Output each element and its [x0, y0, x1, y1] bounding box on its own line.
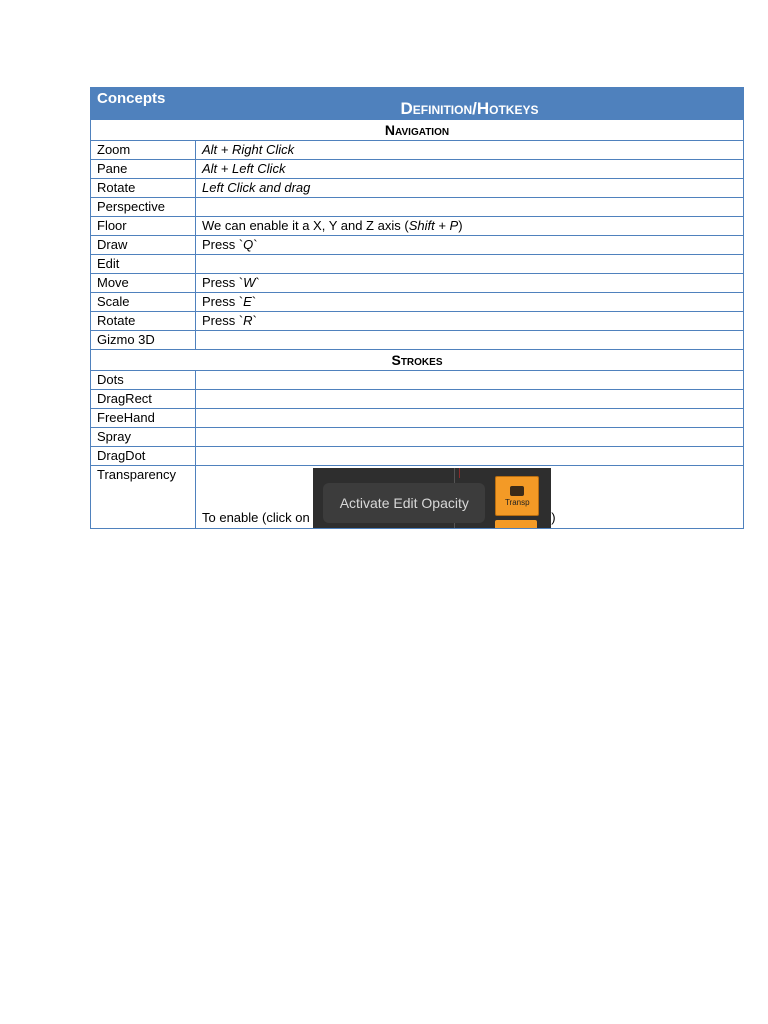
definition-cell — [196, 255, 744, 274]
next-button — [495, 520, 537, 529]
tooltip: Activate Edit Opacity — [323, 483, 485, 523]
concept-cell: Floor — [91, 217, 196, 236]
table-row — [91, 390, 744, 409]
definition-text: Press ` — [202, 237, 244, 252]
concept-cell: Draw — [91, 236, 196, 255]
table-header — [91, 88, 744, 120]
table-row — [91, 198, 744, 217]
table-row — [91, 371, 744, 390]
concept-cell: Perspective — [91, 198, 196, 217]
table-row — [91, 236, 744, 255]
definition-text: Press ` — [202, 294, 244, 309]
definition-text: ) — [458, 218, 463, 233]
definition-text: Press ` — [202, 275, 244, 290]
definition-cell: Alt + Right Click — [196, 141, 744, 160]
definition-cell — [196, 390, 744, 409]
hotkey-text: R — [243, 313, 253, 328]
definition-text: Press ` — [202, 313, 244, 328]
definition-cell — [196, 274, 744, 293]
concept-cell: Rotate — [91, 312, 196, 331]
concept-cell: Edit — [91, 255, 196, 274]
concept-cell: FreeHand — [91, 409, 196, 428]
section-title: Navigation — [91, 120, 744, 141]
concept-cell: Rotate — [91, 179, 196, 198]
hotkey-text: Q — [243, 237, 254, 252]
concept-cell: Dots — [91, 371, 196, 390]
definition-cell — [196, 371, 744, 390]
table-row — [91, 217, 744, 236]
definition-cell — [196, 331, 744, 350]
definition-cell: Alt + Left Click — [196, 160, 744, 179]
definition-text: ` — [253, 237, 258, 252]
definition-text: ` — [252, 313, 257, 328]
definition-cell — [196, 198, 744, 217]
definition-text: ` — [255, 275, 260, 290]
definition-text: ` — [251, 294, 257, 309]
section-strokes — [91, 350, 744, 371]
definition-text: ) — [551, 510, 556, 525]
definition-cell: Left Click and drag — [196, 179, 744, 198]
concept-cell: Zoom — [91, 141, 196, 160]
concept-cell: Spray — [91, 428, 196, 447]
hotkey-text: Shift + P — [408, 218, 459, 233]
concept-cell: Pane — [91, 160, 196, 179]
concept-cell: Transparency — [91, 466, 196, 529]
table-row — [91, 179, 744, 198]
header-definition: Definition/Hotkeys — [196, 88, 744, 120]
concept-cell: Gizmo 3D — [91, 331, 196, 350]
transp-button — [495, 476, 539, 516]
concepts-table — [90, 87, 744, 529]
definition-cell — [196, 236, 744, 255]
table-row — [91, 428, 744, 447]
definition-cell — [196, 312, 744, 331]
embedded-screenshot — [313, 468, 551, 529]
definition-cell — [196, 409, 744, 428]
header-concepts: Concepts — [91, 88, 196, 120]
hotkey-text: E — [243, 294, 252, 309]
table-row — [91, 293, 744, 312]
definition-text: To enable (click on — [202, 510, 314, 525]
concept-cell: Scale — [91, 293, 196, 312]
definition-cell — [196, 447, 744, 466]
table-row — [91, 255, 744, 274]
table-row-transparency — [91, 466, 744, 529]
concept-cell: Move — [91, 274, 196, 293]
definition-cell — [196, 428, 744, 447]
table-row — [91, 447, 744, 466]
table-row — [91, 331, 744, 350]
table-row — [91, 409, 744, 428]
definition-cell — [196, 217, 744, 236]
concept-cell: DragRect — [91, 390, 196, 409]
definition-cell — [196, 293, 744, 312]
definition-text: We can enable it a X, Y and Z axis ( — [202, 218, 409, 233]
concept-cell: DragDot — [91, 447, 196, 466]
definition-cell — [196, 466, 744, 529]
section-navigation — [91, 120, 744, 141]
transp-button-label: Transp — [504, 498, 530, 507]
hotkey-text: W — [243, 275, 256, 290]
table-row — [91, 141, 744, 160]
guide-line — [459, 468, 460, 478]
table-row — [91, 160, 744, 179]
table-row — [91, 312, 744, 331]
transparency-icon — [510, 486, 524, 496]
section-title: Strokes — [91, 350, 744, 371]
table-row — [91, 274, 744, 293]
